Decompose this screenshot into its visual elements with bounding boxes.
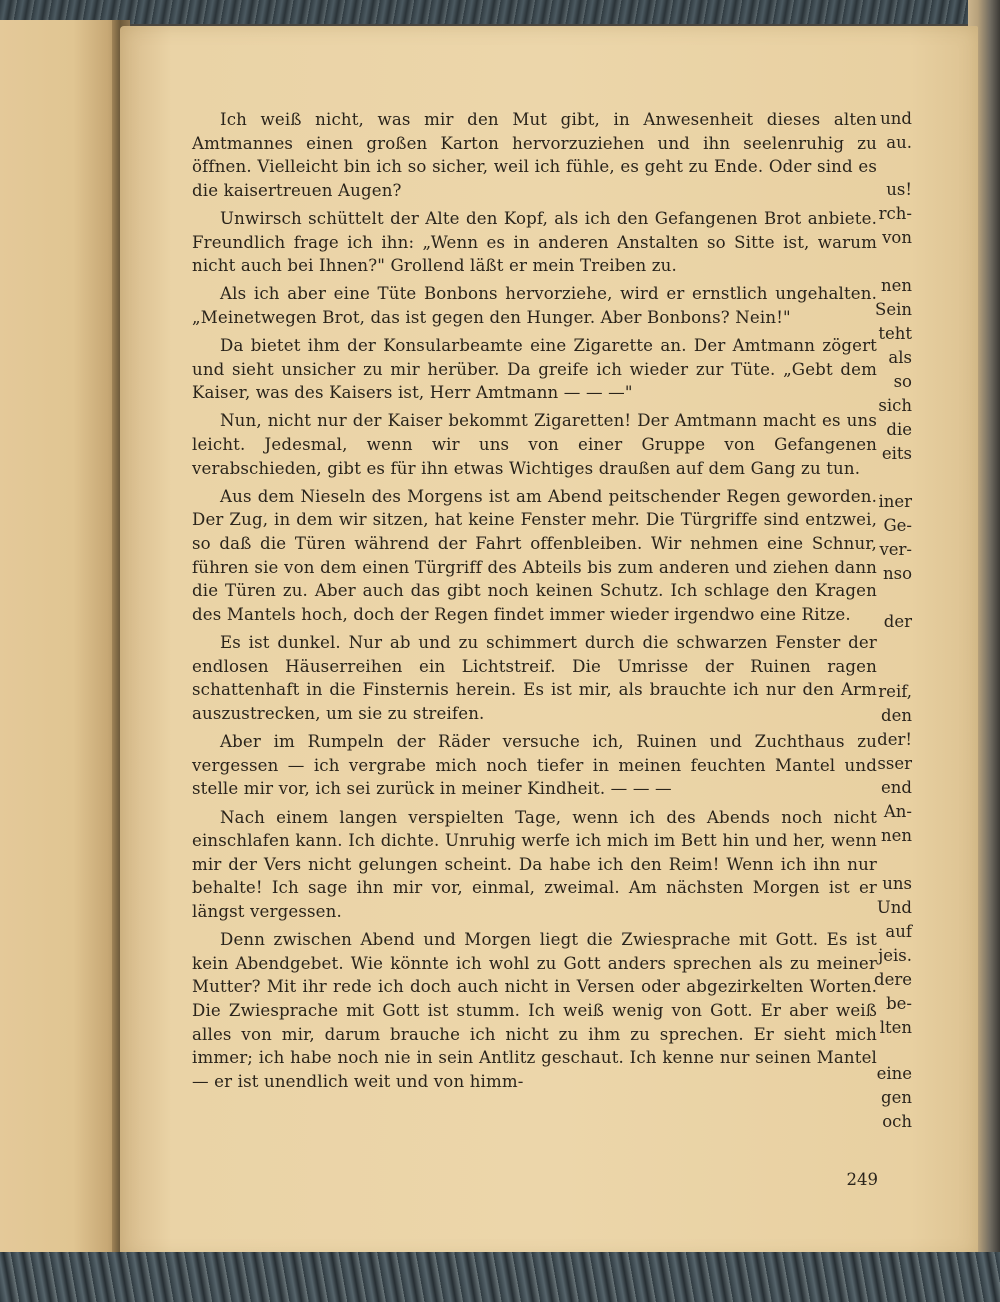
left-fragment: der! [877,730,912,749]
left-fragment: nen [880,276,912,295]
book-cover-bottom-edge [0,1252,1000,1302]
left-fragment: auf [885,922,912,941]
left-fragment: Sein [875,300,912,319]
left-page [0,20,122,1260]
left-fragment: teht [878,324,912,343]
paragraph: Aber im Rumpeln der Räder versuche ich, Ruinen und Zuchthaus zu vergessen — ich vergrabe mich noch tiefer in meinen feuchten Mantel und stelle mir vor, ich sei zurück in meiner Kindheit. — — — [192,732,877,799]
left-fragment: ver- [879,540,912,559]
paragraph: Da bietet ihm der Konsularbeamte eine Zigarette an. Der Amtmann zögert und sieht unsicher zu mir herüber. Da greife ich wieder zur Tüte. „Gebt dem Kaiser, was des Kaisers ist, Herr Amtmann — — —" [192,336,877,403]
left-fragment: reif, [878,682,912,701]
left-fragment: nen [880,826,912,845]
left-fragment: den [881,706,912,725]
left-fragment: An- [883,802,912,821]
left-fragment: be- [886,994,912,1013]
left-fragment: von [882,228,912,247]
left-fragment: au. [886,133,912,152]
left-fragment: sich [878,396,912,415]
book-cover-top-edge [0,0,1000,24]
left-fragment: end [881,778,912,797]
left-fragment: sser [877,754,912,773]
left-fragment: der [883,612,912,631]
left-fragment: die [886,420,912,439]
left-fragment: rch- [878,204,912,223]
paragraph: Nun, nicht nur der Kaiser bekommt Zigaretten! Der Amtmann macht es uns leicht. Jedesmal, wenn wir uns von einer Gruppe von Gefangenen verabschieden, gibt es für ihn etwas Wichtiges draußen auf dem Gang zu tun. [192,411,877,478]
left-fragment: so [893,372,912,391]
left-fragment: lten [879,1018,912,1037]
left-fragment: als [888,348,912,367]
left-fragment: Und [876,898,912,917]
left-fragment: jeis. [878,946,912,965]
left-fragment: eine [876,1064,912,1083]
left-fragment: und [880,109,912,128]
paragraph: Ich weiß nicht, was mir den Mut gibt, in Anwesenheit dieses alten Amtmannes einen großen Karton hervorzuziehen und ihn seelenruhig zu öffnen. Vielleicht bin ich so sicher, weil ich fühle, es geht zu Ende. Oder sind es die kaisertreuen Augen? [192,110,877,200]
left-fragment: iner [878,492,912,511]
page-body-text [192,108,877,1098]
left-fragment: uns [882,874,912,893]
left-fragment: Ge- [883,516,912,535]
left-fragment: nso [882,564,912,583]
paragraph: Als ich aber eine Tüte Bonbons hervorziehe, wird er ernstlich ungehalten. „Meinetwegen Brot, das ist gegen den Hunger. Aber Bonbons? Nein!" [192,284,877,328]
paragraph: Aus dem Nieseln des Morgens ist am Abend peitschender Regen geworden. Der Zug, in dem wir sitzen, hat keine Fenster mehr. Die Türgriffe sind entzwei, so daß die Türen während der Fahrt offenbleiben. Wir nehmen eine Schnur, führen sie von dem einen Türgriff des Abteils bis zum anderen und ziehen dann die Türen zu. Aber auch das gibt noch keinen Schutz. Ich schlage den Kragen des Mantels hoch, doch der Regen findet immer wieder irgendwo eine Ritze. [192,486,877,625]
left-fragment: us! [886,180,912,199]
paragraph: Nach einem langen verspielten Tage, wenn ich des Abends noch nicht einschlafen kann. Ich dichte. Unruhig werfe ich mich im Bett hin und her, wenn mir der Vers nicht gelungen scheint. Da habe ich den Reim! Wenn ich ihn nur behalte! Ich sage ihn mir vor, einmal, zweimal. Am nächsten Morgen ist er längst vergessen. [192,807,877,922]
left-fragment: gen [881,1088,912,1107]
left-fragment: och [882,1112,912,1131]
paragraph: Es ist dunkel. Nur ab und zu schimmert durch die schwarzen Fenster der endlosen Häuserreihen ein Lichtstreif. Die Umrisse der Ruinen ragen schattenhaft in die Finsternis herein. Es ist mir, als brauchte ich nur den Arm auszustrecken, um sie zu streifen. [192,633,877,724]
paragraph: Denn zwischen Abend und Morgen liegt die Zwiesprache mit Gott. Es ist kein Abendgebet. Wie könnte ich wohl zu Gott anders sprechen als zu meiner Mutter? Mit ihr rede ich doch auch nicht in Versen oder abgezirkelten Worten. Die Zwiesprache mit Gott ist stumm. Ich weiß wenig von Gott. Er aber weiß alles von mir, darum brauche ich nicht zu ihm zu sprechen. Er sieht mich immer; ich habe noch nie in sein Antlitz geschaut. Ich kenne nur seinen Mantel — er ist unendlich weit und von himm- [192,930,877,1092]
left-fragment: eits [881,444,912,463]
left-fragment: dere [874,970,912,989]
page-number: 249 [846,1170,878,1189]
paragraph: Unwirsch schüttelt der Alte den Kopf, als ich den Gefangenen Brot anbiete. Freundlich frage ich ihn: „Wenn es in anderen Anstalten so Sitte ist, warum nicht auch bei Ihnen?" Grollend läßt er mein Treiben zu. [192,209,877,276]
